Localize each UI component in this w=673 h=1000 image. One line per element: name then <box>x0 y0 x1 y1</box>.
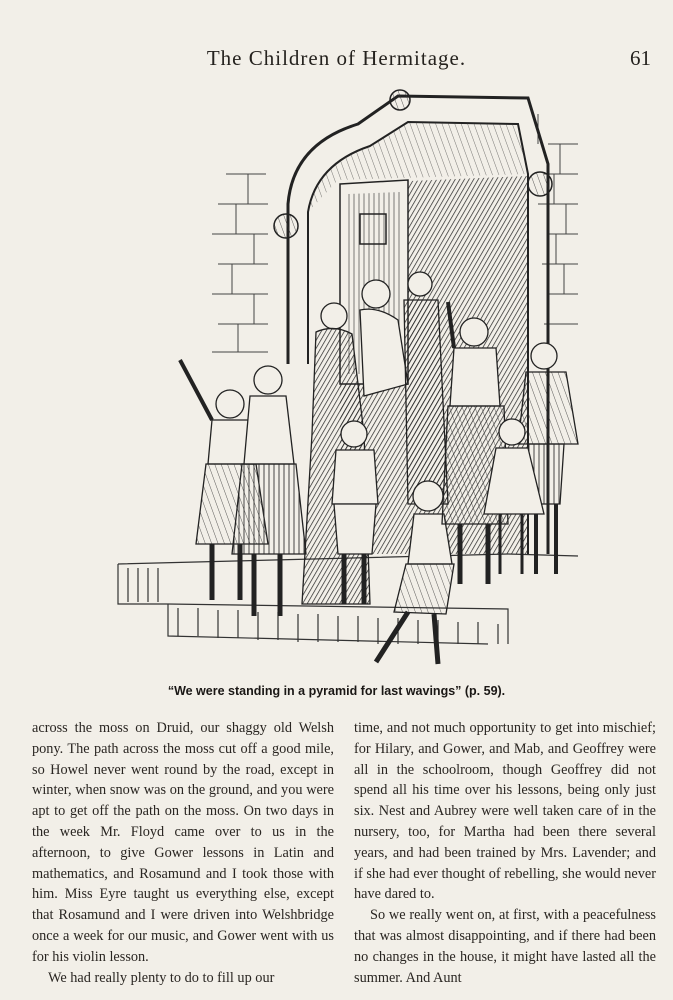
paragraph: We had really plenty to do to fill up our <box>48 969 275 986</box>
figure-caption: “We were standing in a pyramid for last wavings” (p. 59). <box>167 684 506 698</box>
running-title: The Children of Hermitage. <box>206 46 467 70</box>
text-column-left <box>32 718 334 988</box>
engraving-illustration <box>108 84 586 682</box>
paragraph: across the moss on Druid, our shaggy old Welsh pony. The path across the moss cut off a good mile, so Howel never went round by the road, except in winter, when snow was on the ground, and you were apt to get off the path on the moss. On two days in the week Mr. Floyd came over to us in the afternoon, to give Gower lessons in Latin and mathematics, and Rosamund and I took those with him. Miss Eyre taught us everything else, except that Rosamund and I were driven into Welshbridge once a week for our music, and Gower went with us for his violin lesson. <box>32 720 334 965</box>
page-header <box>0 46 673 76</box>
paragraph: So we really went on, at first, with a peacefulness that was almost disappointing, and if there had been no changes in the house, it might have lasted all the summer. And Aunt <box>354 907 656 986</box>
text-column-right <box>354 718 656 988</box>
paragraph: time, and not much opportunity to get into mischief; for Hilary, and Gower, and Mab, and Geoffrey were all in the schoolroom, though Geoffrey did not spend all his time over his lessons, being only just six. Nest and Aubrey were well taken care of in the nursery, too, for Martha had been there several years, and had been trained by Mrs. Lavender; and if she had ever thought of rebelling, she would never have dared to. <box>354 720 656 903</box>
page-number: 61 <box>630 46 651 70</box>
